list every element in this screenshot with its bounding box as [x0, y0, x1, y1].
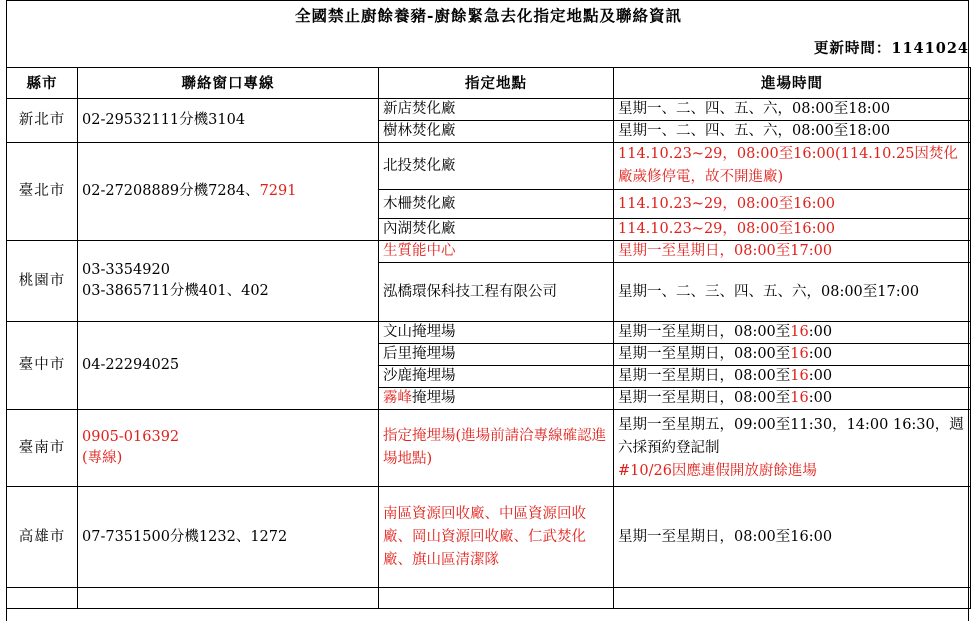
place-cell: 新店焚化廠 [379, 99, 614, 121]
time-text: 星期一至星期日，08:00至 [618, 390, 791, 406]
time-text: 星期一至星期日，08:00至 [618, 324, 791, 340]
contact-cell [78, 410, 379, 487]
time-cell: 星期一、二、三、四、五、六，08:00至17:00 [614, 263, 971, 322]
contact-cell: 07-7351500分機1232、1272 [78, 487, 379, 588]
place-cell: 沙鹿掩埋場 [379, 366, 614, 388]
time-cell: 星期一、二、四、五、六，08:00至18:00 [614, 121, 971, 143]
time-cell [614, 344, 971, 366]
table-row [7, 410, 971, 487]
time-text-red: 16 [790, 346, 809, 362]
time-text-red: 16 [790, 324, 809, 340]
table-row [7, 241, 971, 263]
contact-line: 0905-016392 [82, 429, 180, 445]
facilities-table [6, 67, 971, 609]
header-city: 縣市 [7, 68, 78, 99]
time-text: 星期一至星期日，08:00至 [618, 346, 791, 362]
place-cell: 指定掩埋場(進場前請洽專線確認進場地點) [379, 410, 614, 487]
time-cell: 114.10.23~29，08:00至16:00(114.10.25因焚化廠歲修停電，故不開進廠) [614, 143, 971, 190]
update-time: 更新時間：1141024 [813, 40, 969, 57]
place-cell: 南區資源回收廠、中區資源回收廠、岡山資源回收廠、仁武焚化廠、旗山區清潔隊 [379, 487, 614, 588]
table-row [7, 143, 971, 190]
time-cell: 114.10.23~29，08:00至16:00 [614, 190, 971, 219]
header-time: 進場時間 [614, 68, 971, 99]
place-cell: 泓橋環保科技工程有限公司 [379, 263, 614, 322]
contact-cell [78, 143, 379, 241]
time-cell: 星期一、二、四、五、六，08:00至18:00 [614, 99, 971, 121]
header-place: 指定地點 [379, 68, 614, 99]
place-cell [379, 588, 614, 609]
place-cell [379, 388, 614, 410]
place-cell: 木柵焚化廠 [379, 190, 614, 219]
city-cell: 臺北市 [7, 143, 78, 241]
city-cell [7, 588, 78, 609]
table-row [7, 487, 971, 588]
contact-line: 03-3865711分機401、402 [82, 283, 269, 299]
time-cell [614, 388, 971, 410]
time-cell: 114.10.23~29，08:00至16:00 [614, 219, 971, 241]
table-row [7, 588, 971, 609]
time-cell: 星期一至星期日，08:00至16:00 [614, 487, 971, 588]
place-cell: 內湖焚化廠 [379, 219, 614, 241]
contact-cell: 02-29532111分機3104 [78, 99, 379, 143]
table-header-row [7, 68, 971, 99]
time-text: 星期一至星期日，08:00至 [618, 368, 791, 384]
time-cell [614, 322, 971, 344]
place-cell: 生質能中心 [379, 241, 614, 263]
contact-cell [78, 588, 379, 609]
time-cell [614, 366, 971, 388]
contact-text: 02-27208889分機7284、 [82, 183, 260, 199]
contact-text-red: 7291 [259, 183, 297, 199]
city-cell: 新北市 [7, 99, 78, 143]
time-text: :00 [808, 368, 833, 384]
time-text-red: 16 [790, 368, 809, 384]
page-title: 全國禁止廚餘養豬-廚餘緊急去化指定地點及聯絡資訊 [295, 6, 682, 25]
place-cell: 文山掩埋場 [379, 322, 614, 344]
time-cell [614, 410, 971, 487]
time-text: :00 [808, 390, 833, 406]
place-cell: 后里掩埋場 [379, 344, 614, 366]
time-cell: 星期一至星期日，08:00至17:00 [614, 241, 971, 263]
city-cell: 高雄市 [7, 487, 78, 588]
time-text: :00 [808, 346, 833, 362]
city-cell: 臺中市 [7, 322, 78, 410]
header-contact: 聯絡窗口專線 [78, 68, 379, 99]
contact-cell: 04-22294025 [78, 322, 379, 410]
contact-line: 03-3354920 [82, 262, 170, 278]
place-text-red: 霧峰 [383, 390, 412, 406]
city-cell: 臺南市 [7, 410, 78, 487]
city-cell: 桃園市 [7, 241, 78, 322]
time-text-red: 16 [790, 390, 809, 406]
time-line-red: #10/26因應連假開放廚餘進場 [618, 462, 817, 479]
time-line: 星期一至星期五，09:00至11:30，14:00 16:30，週六採預約登記制 [618, 416, 964, 456]
contact-line: (專線) [82, 450, 123, 466]
time-text: :00 [808, 324, 833, 340]
place-cell: 北投焚化廠 [379, 143, 614, 190]
table-row [7, 99, 971, 121]
place-cell: 樹林焚化廠 [379, 121, 614, 143]
contact-cell [78, 241, 379, 322]
time-cell [614, 588, 971, 609]
table-row [7, 322, 971, 344]
place-text: 掩埋場 [412, 390, 456, 406]
